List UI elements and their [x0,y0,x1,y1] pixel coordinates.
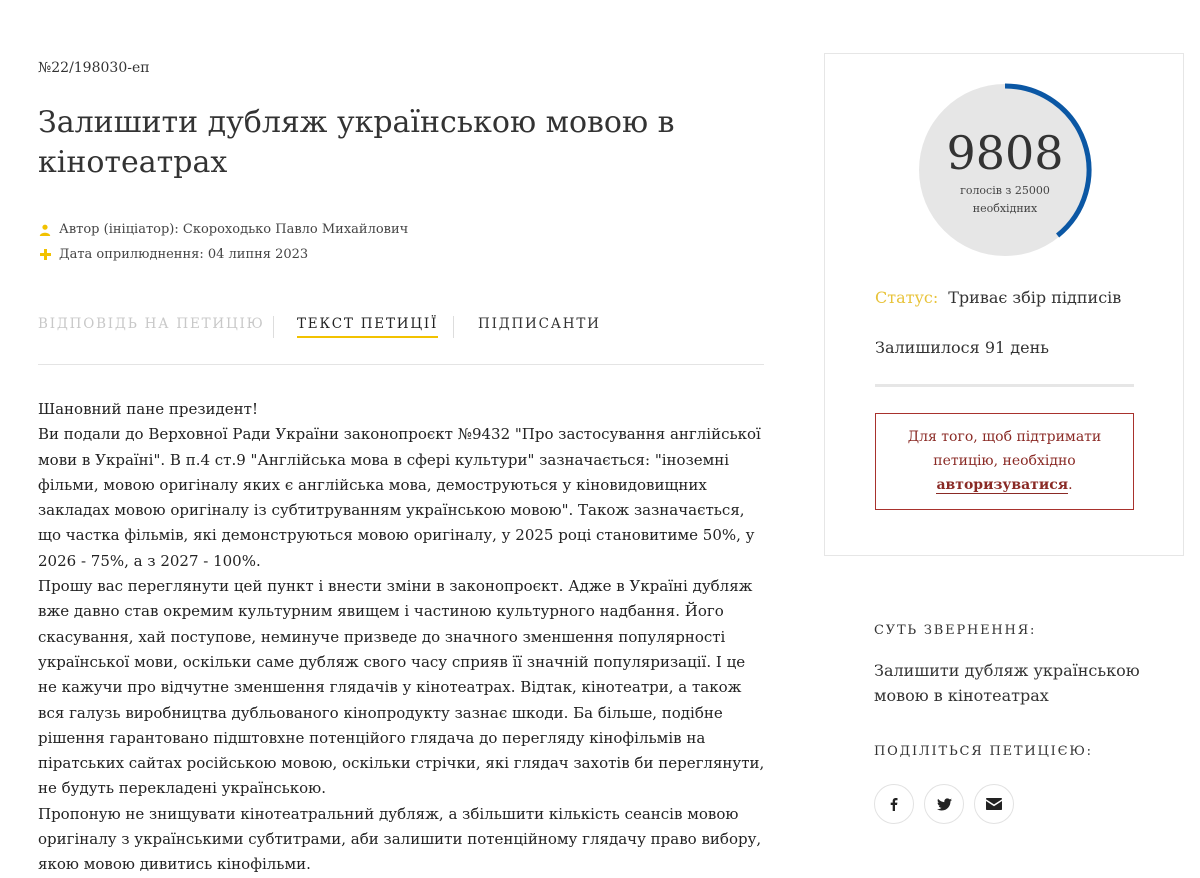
user-icon [38,223,52,237]
author-label: Автор (ініціатор): Скороходько Павло Михайлович [59,222,409,237]
days-left: Залишилося 91 день [875,338,1049,357]
petition-number: №22/198030-еп [38,60,150,76]
status-row [875,288,1121,307]
essence-text: Залишити дубляж українською мовою в кінотеатрах [874,661,1140,705]
auth-notice-text: Для того, щоб підтримати петицію, необхідно [907,429,1102,469]
petition-body-text: Шановний пане президент! Ви подали до Верховної Ради України законопроєкт №9432 "Про застосування англійської мови в Україні". В п.4 ст.9 "Англійська мова в сфері культури" зазначається: "іноземні фільми, мовою оригіналу яких є англійська мова, демоструються у кіновидовищних закладах мовою оригіналу із субтитруванням українською мовою". Також зазначається, що частка фільмів, які демонструються мовою оригіналу, у 2025 році становитиме 50%, у 2026 - 75%, а з 2027 - 100%. Прошу вас переглянути цей пункт і внести зміни в законопроєкт. Адже в Україні дубляж вже давно став окремим культурним явищем і частиною культурного надбання. Його скасування, хай поступове, неминуче призведе до значного зменшення популярності української мови, оскільки саме дубляж свого часу сприяв її значній популяризації. І це не кажучи про відчутне зменшення глядачів у кінотеатрах. Відтак, кінотеатри, а також вся галузь виробництва дубльованого кінопродукту зазнає шкоди. Ба більше, подібне рішення гарантовано підштовхне потенційого глядача до перегляду кінофільмів на піратських сайтах російською мовою, оскільки стрічки, які глядач захотів би переглянути, не будуть перекладені українською. Пропоную не знищувати кінотеатральний дубляж, а збільшити кількість сеансів мовою оригіналу з українськими субтитрами, аби залишити потенційному глядачу право вибору, якою мовою дивитись кінофільми. [38,400,765,874]
status-value: Триває збір підписів [948,288,1122,307]
votes-subtitle: голосів з 25000 необхідних [960,184,1050,215]
facebook-icon [887,797,901,811]
mail-icon [986,798,1002,810]
tab-divider [273,316,274,338]
tab-signers[interactable]: ПІДПИСАНТИ [478,316,601,332]
votes-count: 9808 [946,126,1064,180]
date-label: Дата оприлюднення: 04 липня 2023 [59,247,309,262]
share-email-button[interactable] [974,784,1014,824]
auth-notice-end: . [1068,477,1073,493]
page-title: Залишити дубляж українською мовою в кінотеатрах [38,105,675,180]
tab-answer[interactable]: ВІДПОВІДЬ НА ПЕТИЦІЮ [38,316,265,332]
plus-icon [38,248,52,262]
signature-card [824,53,1184,556]
author-row [38,222,408,237]
petition-tabs [38,316,764,365]
essence-heading: СУТЬ ЗВЕРНЕННЯ: [874,623,1037,638]
share-heading: ПОДІЛІТЬСЯ ПЕТИЦІЄЮ: [874,744,1093,759]
days-progress-bar [875,384,1134,387]
login-link[interactable]: авторизуватися [936,477,1069,493]
tab-petition-text[interactable]: ТЕКСТ ПЕТИЦІЇ [297,316,438,338]
date-row [38,247,308,262]
tab-divider [453,316,454,338]
share-twitter-button[interactable] [924,784,964,824]
auth-notice [875,413,1134,510]
share-facebook-button[interactable] [874,784,914,824]
status-label: Статус: [875,288,939,307]
twitter-icon [937,798,952,811]
